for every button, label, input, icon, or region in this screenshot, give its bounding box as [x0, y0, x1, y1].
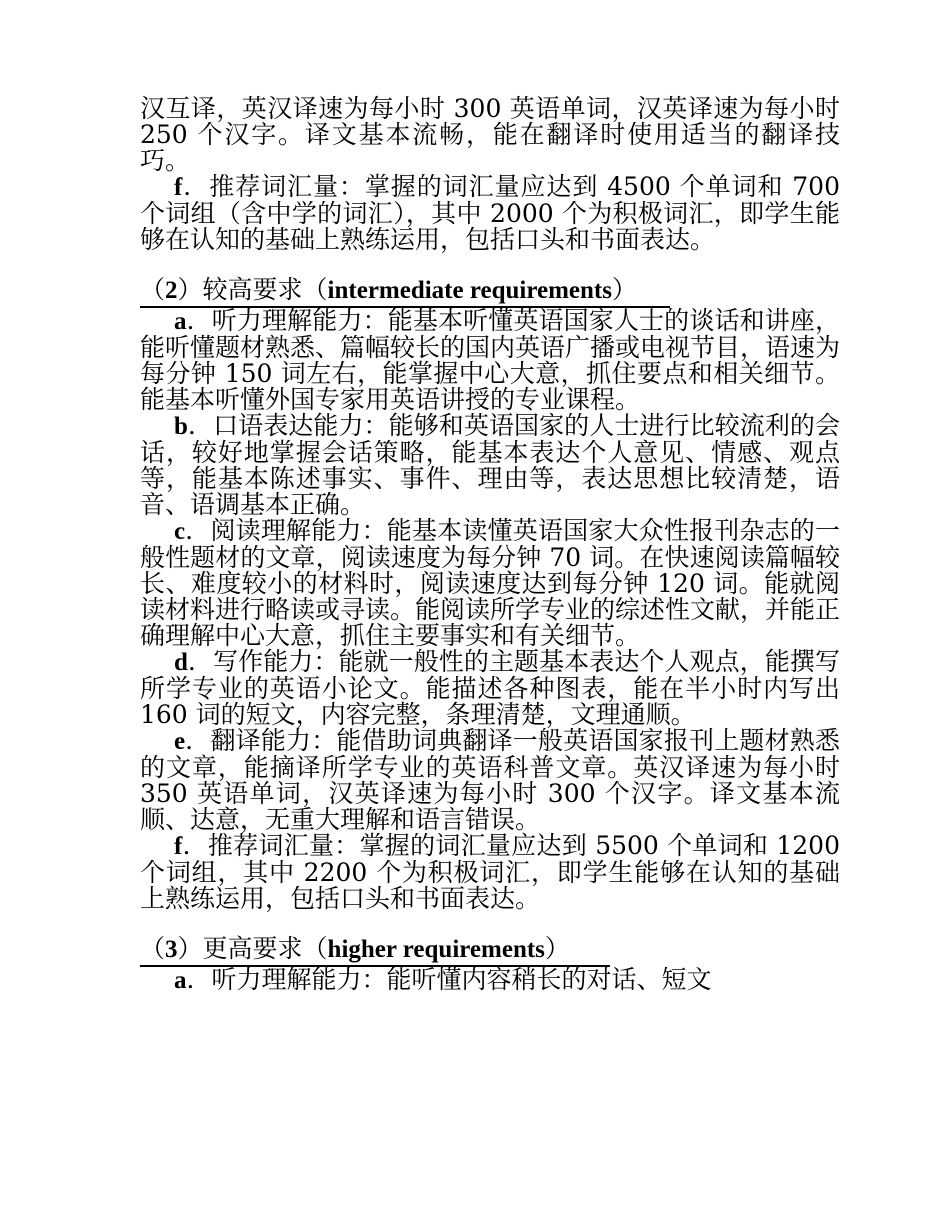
- continuation-paragraph: [140, 96, 840, 174]
- section-heading-higher: （3）更高要求（higher requirements）: [140, 934, 570, 963]
- item-tag: a: [174, 308, 187, 335]
- document-page: [140, 96, 840, 994]
- item-tag: f: [174, 174, 183, 201]
- list-item: [140, 649, 840, 728]
- section-title-en: intermediate requirements: [327, 277, 612, 304]
- item-tag: a: [174, 967, 187, 994]
- list-item: [140, 833, 840, 912]
- spacer: [140, 253, 840, 275]
- spacer: [140, 912, 840, 934]
- section-heading-intermediate: （2）较高要求（intermediate requirements）: [140, 275, 637, 304]
- section-title-en: higher requirements: [327, 936, 545, 963]
- continuation-text: 汉互译，英汉译速为每小时 300 英语单词，汉英译速为每小时 250 个汉字。译文基本流畅，能在翻译时使用适当的翻译技巧。: [140, 94, 840, 175]
- item-tag: c: [174, 518, 186, 545]
- item-tag: f: [174, 833, 183, 860]
- item-text: ．听力理解能力：能听懂内容稍长的对话、短文: [186, 965, 712, 994]
- list-item: [140, 518, 840, 649]
- section-title-zh: 较高要求（: [202, 275, 328, 304]
- list-item: [140, 308, 840, 413]
- section-number: 3: [165, 936, 178, 963]
- item-text: ．口语表达能力：能够和英语国家的人士进行比较流利的会话，较好地掌握会话策略，能基本表达个人意见、情感、观点等，能基本陈述事实、事件、理由等，表达思想比较清楚，语音、语调基本正确。: [140, 411, 840, 519]
- item-text: ．写作能力：能就一般性的主题基本表达个人观点，能撰写所学专业的英语小论文。能描述各种图表，能在半小时内写出 160 词的短文，内容完整，条理清楚，文理通顺。: [140, 647, 840, 729]
- item-tag: b: [174, 413, 188, 440]
- item-tag: d: [174, 649, 188, 676]
- item-text: ．阅读理解能力：能基本读懂英语国家大众性报刊杂志的一般性题材的文章，阅读速度为每分钟 70 词。在快速阅读篇幅较长、难度较小的材料时，阅读速度达到每分钟 120 词。能就阅读材料进行略读或寻读。能阅读所学专业的综述性文献，并能正确理解中心大意，抓住主要事实和有关细节。: [140, 516, 841, 650]
- section-number: 2: [165, 277, 178, 304]
- list-item: [140, 967, 840, 994]
- item-tag: e: [174, 728, 186, 755]
- item-text: ．推荐词汇量：掌握的词汇量应达到 5500 个单词和 1200 个词组，其中 2200 个为积极词汇，即学生能够在认知的基础上熟练运用，包括口头和书面表达。: [140, 831, 840, 913]
- list-item: [140, 728, 840, 833]
- item-text: ．听力理解能力：能基本听懂英语国家人士的谈话和讲座，能听懂题材熟悉、篇幅较长的国内英语广播或电视节目，语速为每分钟 150 词左右，能掌握中心大意，抓住要点和相关细节。能基本听懂外国专家用英语讲授的专业课程。: [140, 306, 841, 414]
- item-text: ．推荐词汇量：掌握的词汇量应达到 4500 个单词和 700 个词组（含中学的词汇），其中 2000 个为积极词汇，即学生能够在认知的基础上熟练运用，包括口头和书面表达。: [140, 172, 840, 254]
- section-title-zh: 更高要求（: [202, 934, 328, 963]
- basic-vocab-paragraph: [140, 174, 840, 253]
- list-item: [140, 413, 840, 518]
- item-text: ．翻译能力：能借助词典翻译一般英语国家报刊上题材熟悉的文章，能摘译所学专业的英语科普文章。英汉译速为每小时 350 英语单词，汉英译速为每小时 300 个汉字。译文基本流顺、达意，无重大理解和语言错误。: [140, 726, 840, 834]
